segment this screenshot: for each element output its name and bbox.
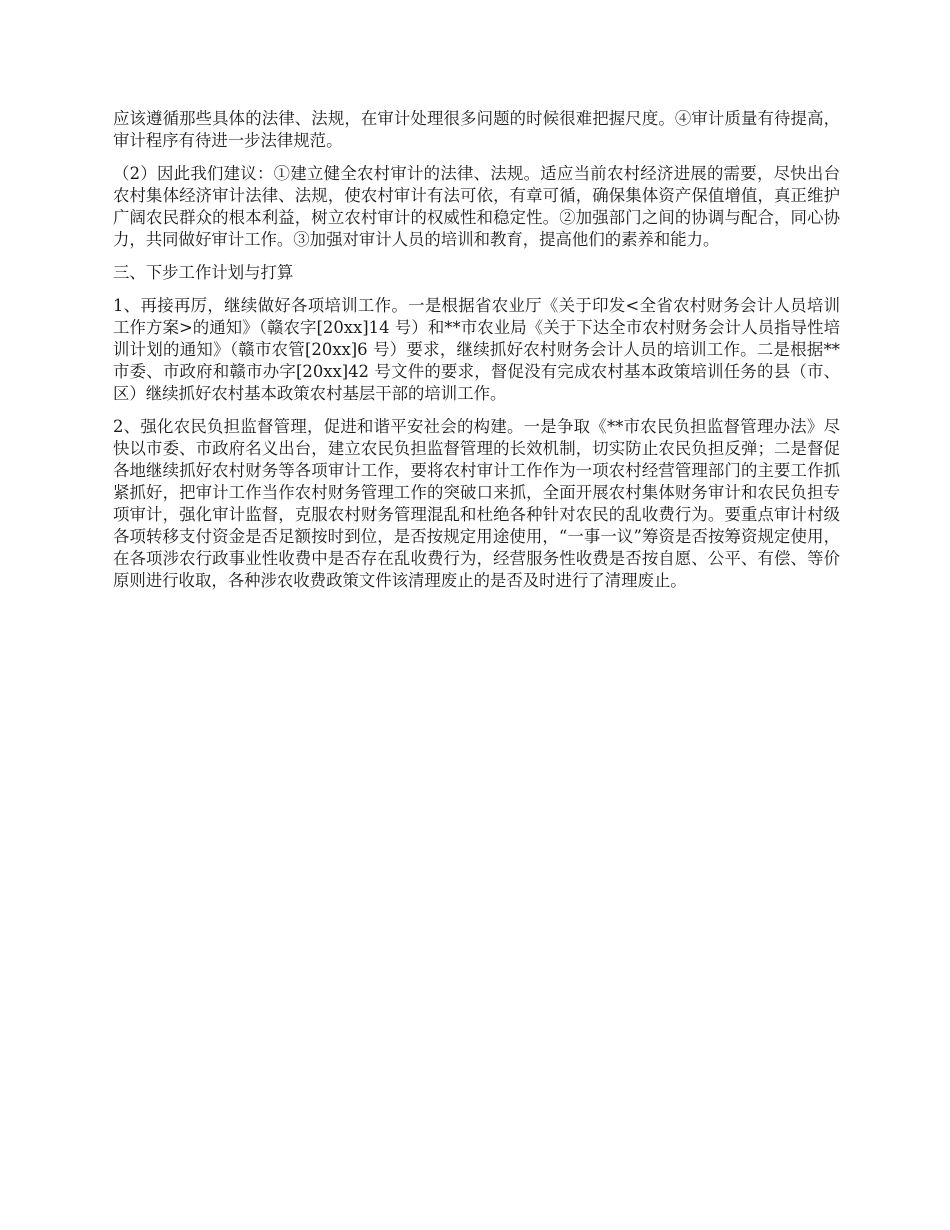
paragraph-farmer-burden: 2、强化农民负担监督管理，促进和谐平安社会的构建。一是争取《**市农民负担监督管理办法》尽快以市委、市政府名义出台，建立农民负担监督管理的长效机制，切实防止农民负担反弹；二是督促各地继续抓好农村财务等各项审计工作，要将农村审计工作作为一项农村经营管理部门的主要工作抓紧抓好，把审计工作当作农村财务管理工作的突破口来抓，全面开展农村集体财务审计和农民负担专项审计，强化审计监督，克服农村财务管理混乱和杜绝各种针对农民的乱收费行为。要重点审计村级各项转移支付资金是否足额按时到位，是否按规定用途使用，“一事一议”筹资是否按筹资规定使用，在各项涉农行政事业性收费中是否存在乱收费行为，经营服务性收费是否按自愿、公平、有偿、等价原则进行收取，各种涉农收费政策文件该清理废止的是否及时进行了清理废止。 (113, 417, 840, 590)
document-page (113, 108, 840, 604)
paragraph-recommendations: （2）因此我们建议：①建立健全农村审计的法律、法规。适应当前农村经济进展的需要，尽快出台农村集体经济审计法律、法规，使农村审计有法可依，有章可循，确保集体资产保值增值，真正维护广阔农民群众的根本利益，树立农村审计的权威性和稳定性。②加强部门之间的协调与配合，同心协力，共同做好审计工作。③加强对审计人员的培训和教育，提高他们的素养和能力。 (113, 164, 840, 249)
paragraph-audit-issues: 应该遵循那些具体的法律、法规，在审计处理很多问题的时候很难把握尺度。④审计质量有待提高，审计程序有待进一步法律规范。 (113, 109, 840, 150)
section-heading-next-steps: 三、下步工作计划与打算 (113, 263, 294, 282)
paragraph-training-plan: 1、再接再厉，继续做好各项培训工作。一是根据省农业厅《关于印发<全省农村财务会计人员培训工作方案>的通知》（赣农字[20xx]14 号）和**市农业局《关于下达全市农村财务会计人员指导性培训计划的通知》（赣市农管[20xx]6 号）要求，继续抓好农村财务会计人员的培训工作。二是根据**市委、市政府和赣市办字[20xx]42 号文件的要求，督促没有完成农村基本政策培训任务的县（市、区）继续抓好农村基本政策农村基层干部的培训工作。 (113, 296, 840, 403)
